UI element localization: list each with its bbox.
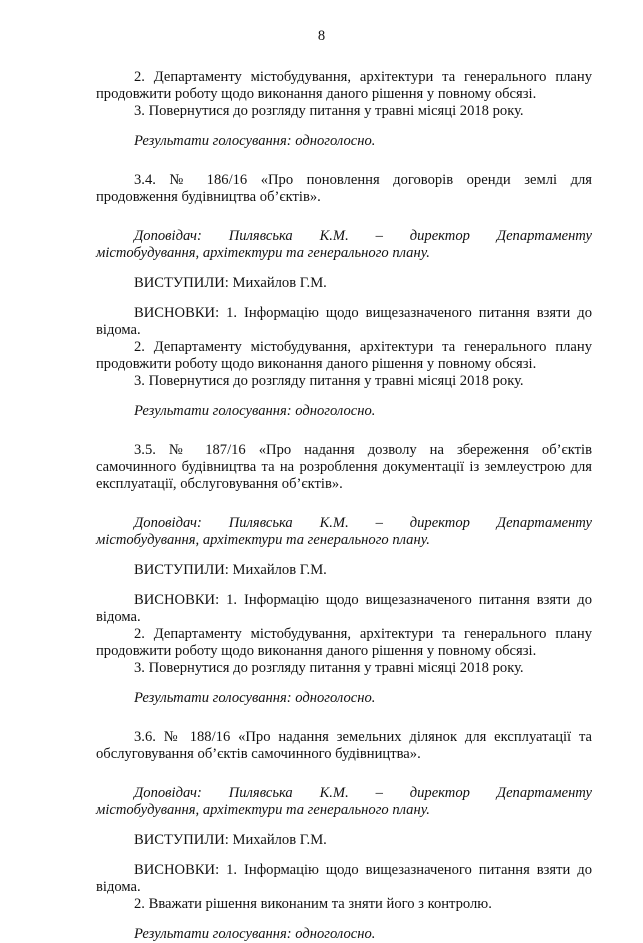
speaker-role: директор: [409, 228, 470, 244]
speaker-name: Пилявська: [228, 515, 293, 531]
speaker-line: [96, 515, 592, 532]
vote-result: Результати голосування: одноголосно.: [134, 403, 376, 419]
paragraph: продовжити роботу щодо виконання даного рішення у повному обсязі.: [96, 643, 537, 659]
paragraph: 2. Департаменту містобудування, архітектури та генерального плану: [134, 626, 592, 642]
section-title: продовження будівництва об’єктів».: [96, 189, 321, 205]
speaker-label: Доповідач:: [134, 228, 202, 244]
spoke-line: ВИСТУПИЛИ: Михайлов Г.М.: [134, 562, 327, 578]
document-page: [96, 69, 592, 943]
paragraph: 3. Повернутися до розгляду питання у травні місяці 2018 року.: [134, 103, 524, 119]
paragraph: продовжити роботу щодо виконання даного рішення у повному обсязі.: [96, 356, 537, 372]
speaker-label: Доповідач:: [134, 515, 202, 531]
speaker-dept: Департаменту: [496, 515, 592, 531]
speaker-dept: Департаменту: [496, 228, 592, 244]
conclusion: відома.: [96, 609, 141, 625]
speaker-name: Пилявська: [228, 228, 293, 244]
dash: –: [375, 228, 383, 244]
paragraph: 2. Департаменту містобудування, архітектури та генерального плану: [134, 69, 592, 85]
speaker-role: директор: [409, 785, 470, 801]
speaker-role: директор: [409, 515, 470, 531]
conclusion: відома.: [96, 322, 141, 338]
vote-result: Результати голосування: одноголосно.: [134, 690, 376, 706]
paragraph: продовжити роботу щодо виконання даного рішення у повному обсязі.: [96, 86, 537, 102]
speaker-dept: Департаменту: [496, 785, 592, 801]
vote-result: Результати голосування: одноголосно.: [134, 926, 376, 942]
paragraph: 2. Департаменту містобудування, архітектури та генерального плану: [134, 339, 592, 355]
speaker-name: Пилявська: [228, 785, 293, 801]
section-title: експлуатації, обслуговування об’єктів».: [96, 476, 343, 492]
spoke-line: ВИСТУПИЛИ: Михайлов Г.М.: [134, 275, 327, 291]
page-number: 8: [317, 28, 326, 44]
conclusion: ВИСНОВКИ: 1. Інформацію щодо вищезазначеного питання взяти до: [134, 862, 592, 878]
speaker-initials: К.М.: [319, 785, 349, 801]
speaker-line: [96, 228, 592, 245]
paragraph: 2. Вважати рішення виконаним та зняти його з контролю.: [134, 896, 492, 912]
speaker-dept-line: містобудування, архітектури та генерального плану.: [96, 532, 430, 548]
paragraph: 3. Повернутися до розгляду питання у травні місяці 2018 року.: [134, 373, 524, 389]
conclusion: ВИСНОВКИ: 1. Інформацію щодо вищезазначеного питання взяти до: [134, 592, 592, 608]
speaker-line: [96, 785, 592, 802]
speaker-dept-line: містобудування, архітектури та генерального плану.: [96, 245, 430, 261]
spoke-line: ВИСТУПИЛИ: Михайлов Г.М.: [134, 832, 327, 848]
speaker-initials: К.М.: [319, 228, 349, 244]
section-title: самочинного будівництва та на розроблення документації із землеустрою для: [96, 459, 592, 475]
speaker-dept-line: містобудування, архітектури та генерального плану.: [96, 802, 430, 818]
speaker-label: Доповідач:: [134, 785, 202, 801]
vote-result: Результати голосування: одноголосно.: [134, 133, 376, 149]
section-title: 3.5. № 187/16 «Про надання дозволу на збереження об’єктів: [134, 442, 592, 458]
section-title: 3.6. № 188/16 «Про надання земельних ділянок для експлуатації та: [134, 729, 592, 745]
conclusion: ВИСНОВКИ: 1. Інформацію щодо вищезазначеного питання взяти до: [134, 305, 592, 321]
dash: –: [375, 515, 383, 531]
dash: –: [375, 785, 383, 801]
conclusion: відома.: [96, 879, 141, 895]
section-title: обслуговування об’єктів самочинного будівництва».: [96, 746, 421, 762]
section-title: 3.4. № 186/16 «Про поновлення договорів оренди землі для: [134, 172, 592, 188]
paragraph: 3. Повернутися до розгляду питання у травні місяці 2018 року.: [134, 660, 524, 676]
speaker-initials: К.М.: [319, 515, 349, 531]
